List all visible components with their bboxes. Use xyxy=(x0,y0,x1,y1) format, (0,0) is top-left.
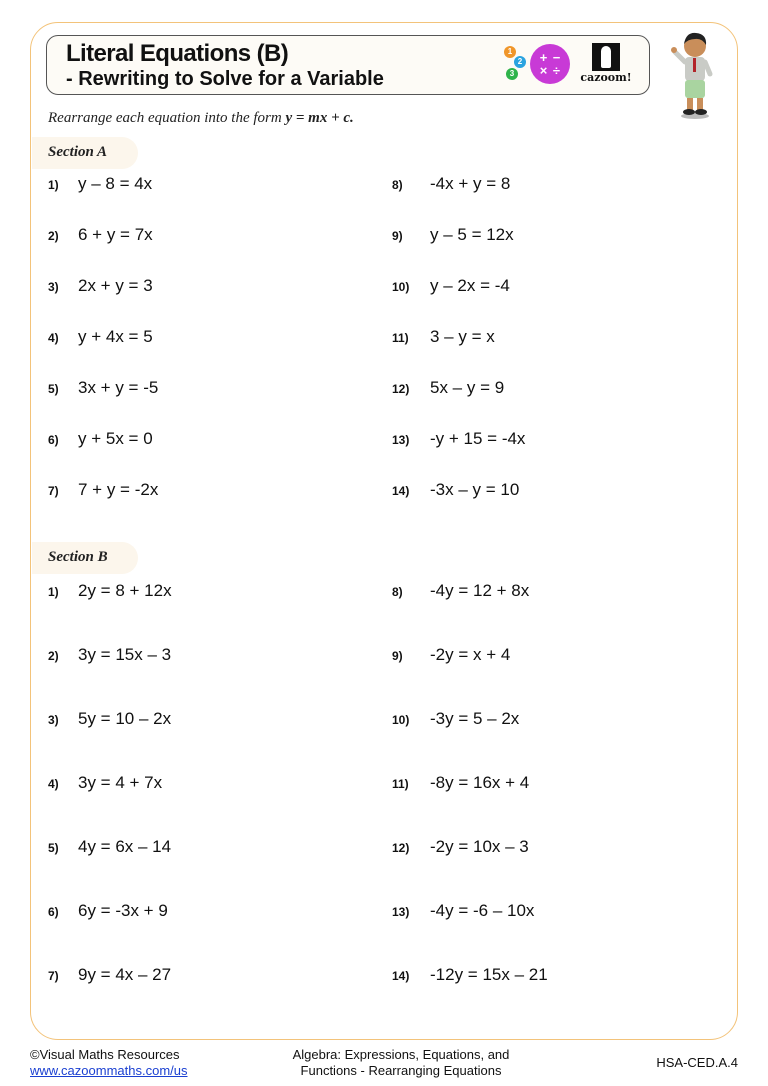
equation: -12y = 15x – 21 xyxy=(430,965,548,984)
equation: 6 + y = 7x xyxy=(78,225,153,244)
cazoom-logo xyxy=(578,43,634,89)
times-icon: × xyxy=(539,63,548,78)
question-a12 xyxy=(392,378,504,398)
question-number: 6) xyxy=(48,433,59,447)
question-number: 10) xyxy=(392,280,410,294)
worksheet-subtitle: - Rewriting to Solve for a Variable xyxy=(66,68,384,90)
equation: 3y = 4 + 7x xyxy=(78,773,163,792)
instruction-form: y = mx + c. xyxy=(285,110,354,126)
cazoom-mark-icon xyxy=(592,43,620,71)
equation: -4x + y = 8 xyxy=(430,174,511,193)
question-a1 xyxy=(48,174,152,194)
instruction-prefix: Rearrange each equation into the form xyxy=(48,110,286,126)
equation: -3y = 5 – 2x xyxy=(430,709,520,728)
question-a5 xyxy=(48,378,158,398)
question-a4 xyxy=(48,327,153,347)
equation: 2x + y = 3 xyxy=(78,276,153,295)
question-b9 xyxy=(392,645,510,665)
equation: y – 8 = 4x xyxy=(78,174,153,193)
equation: 2y = 8 + 12x xyxy=(78,581,172,600)
question-b10 xyxy=(392,709,519,729)
equation: 3y = 15x – 3 xyxy=(78,645,172,664)
equation: 7 + y = -2x xyxy=(78,480,159,499)
equation: -8y = 16x + 4 xyxy=(430,773,530,792)
question-number: 2) xyxy=(48,229,59,243)
equation: y – 5 = 12x xyxy=(430,225,514,244)
question-number: 9) xyxy=(392,229,403,243)
question-number: 4) xyxy=(48,777,59,791)
number-three-icon: 3 xyxy=(506,68,518,80)
question-b11 xyxy=(392,773,529,793)
question-number: 6) xyxy=(48,905,59,919)
equation: y – 2x = -4 xyxy=(430,276,510,295)
question-number: 12) xyxy=(392,841,410,855)
instruction-text xyxy=(48,110,354,127)
question-b8 xyxy=(392,581,529,601)
equation: 6y = -3x + 9 xyxy=(78,901,168,920)
question-b7 xyxy=(48,965,171,985)
standard-code: HSA-CED.A.4 xyxy=(656,1055,738,1070)
equation: 3 – y = x xyxy=(430,327,495,346)
question-b1 xyxy=(48,581,172,601)
cazoom-brand-text: cazoom! xyxy=(580,71,632,84)
equation: -4y = 12 + 8x xyxy=(430,581,530,600)
equation: -3x – y = 10 xyxy=(430,480,520,499)
question-b5 xyxy=(48,837,171,857)
section-b-label: Section B xyxy=(48,549,108,565)
equation: 3x + y = -5 xyxy=(78,378,159,397)
footer-left xyxy=(30,1047,188,1079)
divide-icon: ÷ xyxy=(552,63,561,78)
question-number: 12) xyxy=(392,382,410,396)
equation: -4y = -6 – 10x xyxy=(430,901,535,920)
question-b4 xyxy=(48,773,162,793)
question-a8 xyxy=(392,174,510,194)
question-number: 3) xyxy=(48,713,59,727)
equation: y + 5x = 0 xyxy=(78,429,153,448)
question-b3 xyxy=(48,709,171,729)
plus-icon: + xyxy=(539,50,548,65)
equation: 5y = 10 – 2x xyxy=(78,709,172,728)
question-number: 7) xyxy=(48,484,59,498)
equation: -2y = x + 4 xyxy=(430,645,511,664)
question-number: 14) xyxy=(392,484,410,498)
question-number: 10) xyxy=(392,713,410,727)
question-b2 xyxy=(48,645,171,665)
section-a-label: Section A xyxy=(48,144,108,160)
copyright-text: ©Visual Maths Resources xyxy=(30,1047,180,1062)
equation: -2y = 10x – 3 xyxy=(430,837,529,856)
question-a13 xyxy=(392,429,525,449)
question-a2 xyxy=(48,225,153,245)
question-number: 13) xyxy=(392,905,410,919)
question-number: 1) xyxy=(48,585,59,599)
equation: 9y = 4x – 27 xyxy=(78,965,172,984)
numbers-logo-icon xyxy=(502,44,532,84)
question-number: 11) xyxy=(392,331,409,345)
question-a9 xyxy=(392,225,514,245)
number-one-icon: 1 xyxy=(504,46,516,58)
question-number: 5) xyxy=(48,841,59,855)
operations-logo-icon xyxy=(530,44,570,84)
question-b13 xyxy=(392,901,534,921)
equation: -y + 15 = -4x xyxy=(430,429,526,448)
question-number: 8) xyxy=(392,585,403,599)
question-number: 13) xyxy=(392,433,410,447)
question-number: 14) xyxy=(392,969,410,983)
worksheet-title: Literal Equations (B) xyxy=(66,40,289,67)
website-link[interactable]: www.cazoommaths.com/us xyxy=(30,1063,188,1078)
equation: 4y = 6x – 14 xyxy=(78,837,172,856)
mascot-boy-icon xyxy=(668,30,718,120)
question-a11 xyxy=(392,327,495,347)
topic-line-1: Algebra: Expressions, Equations, and xyxy=(292,1047,510,1062)
equation: y + 4x = 5 xyxy=(78,327,153,346)
question-a14 xyxy=(392,480,519,500)
question-number: 7) xyxy=(48,969,59,983)
question-b14 xyxy=(392,965,548,985)
question-b6 xyxy=(48,901,168,921)
equation: 5x – y = 9 xyxy=(430,378,505,397)
question-number: 2) xyxy=(48,649,59,663)
footer-topic xyxy=(270,1047,532,1079)
question-b12 xyxy=(392,837,529,857)
question-a3 xyxy=(48,276,153,296)
question-number: 4) xyxy=(48,331,59,345)
question-number: 5) xyxy=(48,382,59,396)
number-two-icon: 2 xyxy=(514,56,526,68)
question-number: 3) xyxy=(48,280,59,294)
question-number: 11) xyxy=(392,777,409,791)
minus-icon: − xyxy=(552,50,561,65)
question-a7 xyxy=(48,480,158,500)
question-number: 9) xyxy=(392,649,403,663)
question-a10 xyxy=(392,276,510,296)
question-a6 xyxy=(48,429,153,449)
topic-line-2: Functions - Rearranging Equations xyxy=(300,1063,502,1078)
question-number: 8) xyxy=(392,178,403,192)
question-number: 1) xyxy=(48,178,59,192)
